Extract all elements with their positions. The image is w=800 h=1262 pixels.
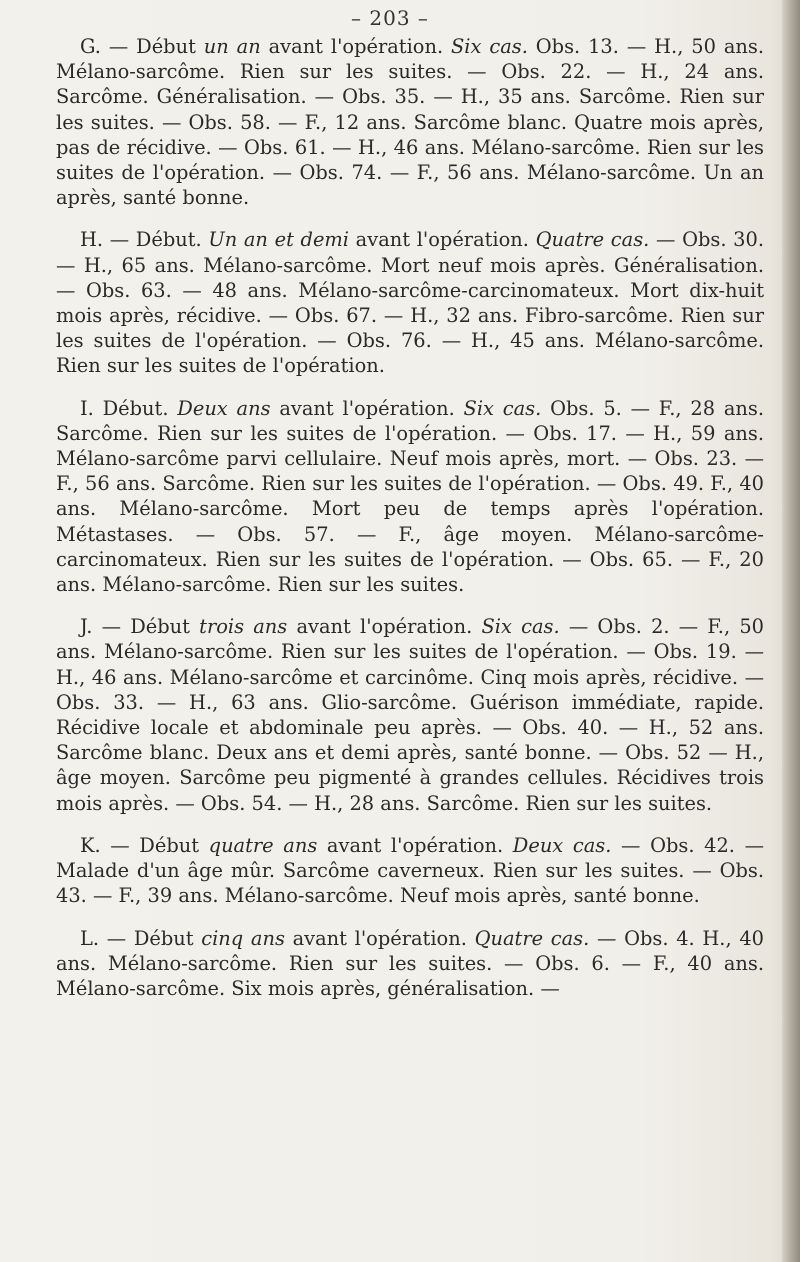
paragraph-text: — Obs. 4. H., 40 ans. Mélano-sarcôme. Rien sur les suites. — Obs. 6. — F., 40 ans. Mélano-sarcôme. Six mois après, généralisation. — bbox=[56, 926, 764, 1000]
page-edge-shadow bbox=[782, 0, 800, 1262]
paragraph-label: J. bbox=[80, 615, 93, 639]
paragraph-case-count: Deux cas. bbox=[512, 833, 612, 857]
paragraph-text: — Obs. 30. — H., 65 ans. Mélano-sarcôme. Mort neuf mois après. Généralisation. — Obs. 63. — 48 ans. Mélano-sarcôme-carcinomateux. Mort dix-huit mois après, récidive. — Obs. 67. — H., 32 ans. Fibro-sarcôme. Rien sur les suites de l'opération. — Obs. 76. — H., 45 ans. Mélano-sarcôme. Rien sur les suites de l'opération. bbox=[56, 228, 765, 378]
paragraph-duration: Deux ans bbox=[177, 396, 271, 420]
paragraph-duration: un an bbox=[203, 35, 261, 58]
paragraph-g bbox=[56, 34, 764, 210]
paragraph-mid: avant l'opération. bbox=[284, 926, 475, 950]
paragraph-k bbox=[56, 833, 764, 909]
paragraph-case-count: Quatre cas. bbox=[535, 228, 650, 252]
paragraph-lead: — Début bbox=[100, 35, 204, 58]
paragraph-j bbox=[56, 614, 764, 816]
paragraph-duration: trois ans bbox=[199, 615, 288, 639]
page-body bbox=[56, 34, 764, 1018]
paragraph-l bbox=[56, 926, 764, 1002]
paragraph-lead: — Début bbox=[92, 615, 200, 639]
paragraph-mid: avant l'opération. bbox=[270, 396, 464, 420]
paragraph-i bbox=[56, 396, 764, 598]
paragraph-case-count: Quatre cas. bbox=[474, 926, 590, 950]
paragraph-case-count: Six cas. bbox=[481, 615, 560, 639]
paragraph-h bbox=[56, 227, 764, 378]
paragraph-mid: avant l'opération. bbox=[287, 615, 482, 639]
paragraph-mid: avant l'opération. bbox=[260, 35, 452, 58]
paragraph-label: L. bbox=[80, 926, 100, 950]
paragraph-mid: avant l'opération. bbox=[349, 228, 536, 252]
paragraph-text: — Obs. 2. — F., 50 ans. Mélano-sarcôme. Rien sur les suites de l'opération. — Obs. 19. — H., 46 ans. Mélano-sarcôme et carcinôme. Cinq mois après, récidive. — Obs. 33. — H., 63 ans. Glio-sarcôme. Guérison immédiate, rapide. Récidive locale et abdominale peu après. — Obs. 40. — H., 52 ans. Sarcôme blanc. Deux ans et demi après, santé bonne. — Obs. 52 — H., âge moyen. Sarcôme peu pigmenté à grandes cellules. Récidives trois mois après. — Obs. 54. — H., 28 ans. Sarcôme. Rien sur les suites. bbox=[56, 615, 764, 815]
paragraph-text: Obs. 13. — H., 50 ans. Mélano-sarcôme. Rien sur les suites. — Obs. 22. — H., 24 ans. Sarcôme. Généralisation. — Obs. 35. — H., 35 ans. Sarcôme. Rien sur les suites. — Obs. 58. — F., 12 ans. Sarcôme blanc. Quatre mois après, pas de récidive. — Obs. 61. — H., 46 ans. Mélano-sarcôme. Rien sur les suites de l'opération. — Obs. 74. — F., 56 ans. Mélano-sarcôme. Un an après, santé bonne. bbox=[56, 35, 764, 210]
page-number: – 203 – bbox=[351, 6, 429, 30]
paragraph-lead: — Début. bbox=[103, 228, 209, 252]
paragraph-text: — Obs. 42. — Malade d'un âge mûr. Sarcôme caverneux. Rien sur les suites. — Obs. 43. — F., 39 ans. Mélano-sarcôme. Neuf mois après, santé bonne. bbox=[56, 833, 764, 908]
paragraph-case-count: Six cas. bbox=[463, 396, 542, 420]
paragraph-mid: avant l'opération. bbox=[317, 833, 513, 857]
paragraph-duration: cinq ans bbox=[201, 926, 285, 950]
paragraph-label: I. bbox=[80, 396, 94, 420]
paragraph-label: G. bbox=[80, 35, 101, 58]
paragraph-lead: — Début bbox=[99, 926, 202, 950]
paragraph-label: K. bbox=[80, 833, 101, 857]
paragraph-lead: Début. bbox=[93, 396, 178, 420]
paragraph-duration: quatre ans bbox=[208, 833, 318, 857]
paragraph-case-count: Six cas. bbox=[451, 35, 528, 58]
paragraph-lead: — Début bbox=[100, 833, 209, 857]
paragraph-duration: Un an et demi bbox=[208, 228, 350, 252]
paragraph-label: H. bbox=[80, 228, 104, 252]
paragraph-text: Obs. 5. — F., 28 ans. Sarcôme. Rien sur les suites de l'opération. — Obs. 17. — H., 59 ans. Mélano-sarcôme parvi cellulaire. Neuf mois après, mort. — Obs. 23. — F., 56 ans. Sarcôme. Rien sur les suites de l'opération. — Obs. 49. F., 40 ans. Mélano-sarcôme. Mort peu de temps après l'opération. Métastases. — Obs. 57. — F., âge moyen. Mélano-sarcôme-carcinomateux. Rien sur les suites de l'opération. — Obs. 65. — F., 20 ans. Mélano-sarcôme. Rien sur les suites. bbox=[56, 396, 764, 597]
